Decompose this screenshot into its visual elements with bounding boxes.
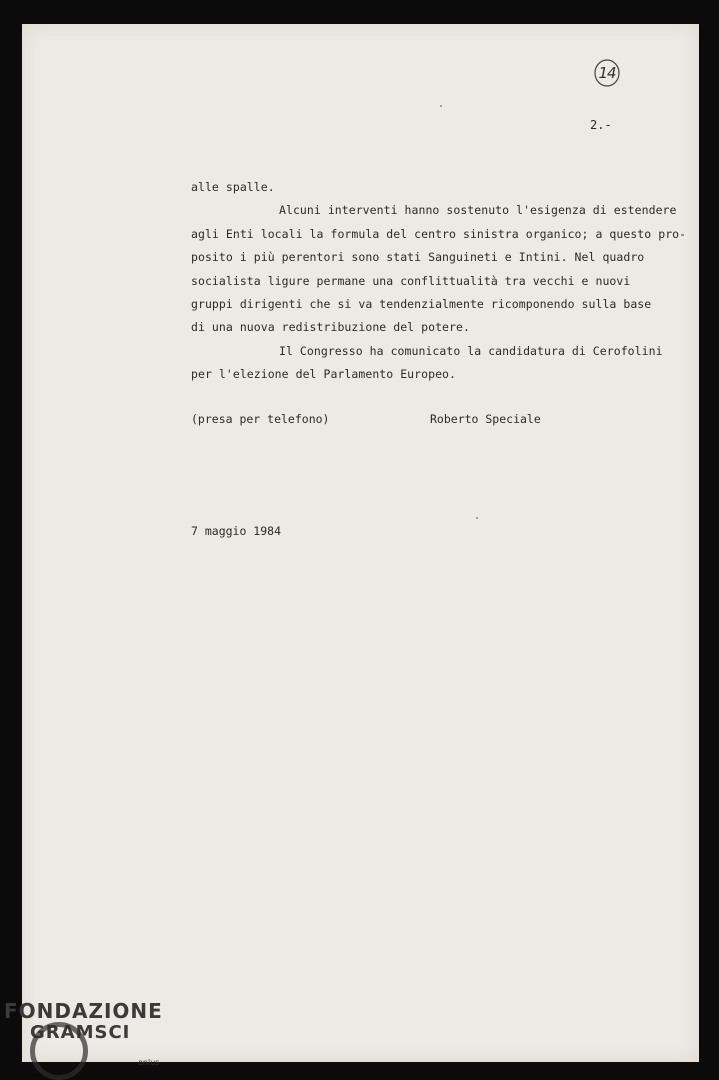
logo-circle-icon: [30, 1022, 88, 1080]
document-date: 7 maggio 1984: [191, 524, 282, 538]
phone-note: (presa per telefono): [191, 412, 330, 426]
watermark-line3: onlus: [138, 1058, 160, 1067]
text-line: alle spalle.: [191, 180, 275, 194]
text-line: agli Enti locali la formula del centro sinistra organico; a questo pro-: [191, 226, 687, 241]
paper-speck: [476, 517, 478, 519]
body-text: [191, 176, 687, 387]
text-line: gruppi dirigenti che si va tendenzialmente ricomponendo sulla base: [191, 297, 652, 312]
page-number: 2.-: [590, 118, 612, 132]
watermark-logo: [4, 999, 163, 1067]
text-line: Alcuni interventi hanno sostenuto l'esigenza di estendere: [279, 203, 677, 218]
paper-speck: [440, 105, 442, 107]
archive-number: 14: [598, 64, 616, 82]
text-line: di una nuova redistribuzione del potere.: [191, 320, 470, 335]
signature-name: Roberto Speciale: [430, 412, 541, 426]
archive-number-stamp: [592, 58, 622, 88]
text-line: per l'elezione del Parlamento Europeo.: [191, 367, 456, 382]
text-line: Il Congresso ha comunicato la candidatura di Cerofolini: [279, 343, 663, 358]
watermark-line2: GRAMSCI: [30, 1022, 131, 1043]
text-line: posito i più perentori sono stati Sanguineti e Intini. Nel quadro: [191, 250, 645, 265]
text-line: socialista ligure permane una conflittualità tra vecchi e nuovi: [191, 273, 631, 288]
watermark-line1: FONDAZIONE: [4, 999, 163, 1023]
